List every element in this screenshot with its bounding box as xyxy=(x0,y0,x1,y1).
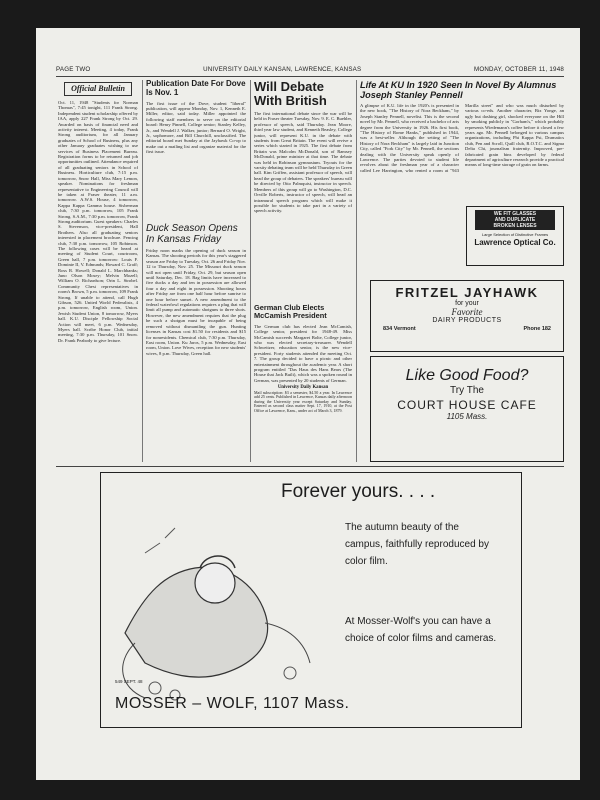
novel-body: A glimpse of K.U. life in the 1920's is presented in the new book, "The History of Nora Beckham," by Joseph Stanley Pennell, novelist. This is the second novel by Mr. Pennell, who received a bachelor of arts degree from the University in 1926. His first book, "The History of Rome Hanks," published in 1944, was a best-seller. Although the setting of "The History of Nora Beckham" is largely laid in Junction City, called "Fork City" by Mr. Pennell, the sections dealing with the University speak openly of Lawrence. The parties devoted to student life revolves about the freshman year of a character called Lee Harrington, who rented a room at "943 Marilla street" and who was much disturbed by various co-eds. Another character, Bix Yonge, an ugly but dashing girl, shocked everyone on the Hill by smoking publicly in "Gorham's," which probably represents Wiedemann's coffee before it closed a few years ago. Mr. Pennell belonged to various campus organizations, including Phi Kappa Psi, Dramatics club, Pen and Scroll, Quill club, R.O.T.C. and Sigma Delta Chi, journalism fraternity. Improved, pre-fabricated grain bins developed by federal department of agriculture research provide a practical means of long-time storage of grain on farms. xyxy=(360,103,564,173)
fritzel-address: 834 Vermont xyxy=(383,326,416,332)
mosser-wolf-ad xyxy=(100,472,522,728)
duck-story xyxy=(146,223,246,463)
dove-headline: Publication Date For Dove Is Nov. 1 xyxy=(146,80,246,97)
fritzel-favorite: Favorite xyxy=(451,307,483,317)
cafe-line1: Like Good Food? xyxy=(405,367,529,384)
optical-ad xyxy=(466,206,564,266)
column-divider xyxy=(142,80,143,462)
cafe-ad xyxy=(370,356,564,462)
german-body: The German club has elected Jean McCamish, College senior, president for 1948-49. Miss McCamish succeeds Margaret Bolte, College junior, who was elected secretary-treasurer. Wendell Schweitzer, education senior, is the new vice-president. Forty students attended the meeting Oct. 7. The group decided to have a picnic and other entertainment throughout the academic year. A short program entitled "Das Haus des Hans Bears (The House that Jack Built), which was a spoken round in German, was presented by 20 students of German. xyxy=(254,323,352,383)
cafe-line2: Try The xyxy=(450,385,484,396)
optical-line2: AND DUPLICATE xyxy=(494,217,536,223)
page-header xyxy=(56,64,564,74)
debate-body: The first international debate since the war will be held in Fraser theater Tuesday, Nov. 9. E. C. Buehler, professor of speech, said Thursday. Jean Moore, third year law student, and Kenneth Beasley, College junior, will represent K.U. in the debate with students from Great Britain. The event will revive a series which started in 1925. The first debate from Britain was Malcolm McDonald, son of Ramsey McDonald, prime minister at that time. The debate was held in Robinson gymnasium. Tryouts for the varsity debating team will be held Thursday in Green hall. Kim Griffen, assistant professor of speech, will head the group of debaters. The speakers' bureau will be directed by Otto Palmquist, instructor in speech. Members of this group will go to Washington, D.C. Orville Roberts, instructor of speech, will head an intramural speech program which will make it possible for students to take part in a variety of speech activity. xyxy=(254,111,352,214)
fritzel-products: DAIRY PRODUCTS xyxy=(432,317,502,324)
bulletin-body: Oct. 11, 1948 "Students for Norman Thomas", 7:45 tonight, 111 Frank Strong. Independent student scholarship offered by IAA, apply 227 Frank Strong by Oct. 29. Awarded on basis of financial need and activity interest. Meeting, 4 today, Frank Strong auditorium, for all January graduates of School of Business, plus any other January graduates wishing to use services of Business Placement Bureau. Registration forms to be returned and job opportunities outlined. Attendance required of all graduating seniors in School of Business. Horticulture club, 7:15 p.m. tomorrow, Snow Hall, Miss Mary Lemon, speaker. Nominations for freshman representative to Engineering Council will be taken at Fraser theater, 11 a.m. tomorrow. A.W.S. House, 4 tomorrow, Kappa Kappa Gamma house. Sisberman club, 7:30 p.m. tomorrow, 105 Frank Strong. S.A.M., 7:30 p.m. tomorrow, Frank Strong auditorium. Guest speakers: Charles S. Stevenson, vice-president, Hall Brothers. Also all graduating seniors interested in placement brochure. Fencing club, 7:30 p.m. tomorrow, 105 Robinson. The following cases will be heard at meeting of Student Court, courtroom, Green hall, 7 p.m. tomorrow: Louis F. Dominie II, V. Edmunds; Howard C. Graff; Ross R. Howell; Donald L. Marchbanks; Juno Olson Mosey; Melvin Mozell; William O. Richardson; Orin L. Strobel. Community Chest representatives in room's Brown, 5 p.m. tomorrow, 109 Frank Strong. If unable to attend, call Hugh Gibson, 526. United World Federalists, 4 p.m. tomorrow, English room, Union. Jewish Student Union, 8 tomorrow, Myers hall. K.U. Disciple Fellowship Social Action will meet, 6 p.m. Wednesday, Myers hall. Scribe Honor Club, initial meeting, 7:30 p.m. Thursday, 101 Snow. Dr. Frank Peabody to give lecture. xyxy=(58,100,138,343)
fritzel-name: FRITZEL JAYHAWK xyxy=(395,285,539,300)
fritzel-phone: Phone 182 xyxy=(523,326,551,332)
paper-name: UNIVERSITY DAILY KANSAN, LAWRENCE, KANSAS xyxy=(203,65,362,73)
page-number: PAGE TWO xyxy=(56,65,91,73)
optical-name: Lawrence Optical Co. xyxy=(474,238,556,247)
mosser-headline: Forever yours. . . . xyxy=(281,481,436,502)
masthead-body: Mail subscription: $3 a semester, $4.50 a year. In Lawrence add 25 cents. Published in Lawrence, Kansas daily afternoon during the University year except Saturday and Sunday. Entered as second class matter Sept. 17, 1910, at the Post Office at Lawrence, Kans., under act of March 3, 1879. xyxy=(254,389,352,414)
novel-headline: Life At KU In 1920 Seen In Novel By Alumnus Joseph Stanley Pennell xyxy=(360,80,557,100)
column-divider xyxy=(356,80,357,462)
debate-story xyxy=(254,80,352,300)
bulletin-title: Official Bulletin xyxy=(64,82,132,96)
german-headline: German Club Elects McCamish President xyxy=(254,304,327,321)
german-story xyxy=(254,304,352,464)
header-rule xyxy=(56,76,564,77)
duck-headline: Duck Season Opens In Kansas Friday xyxy=(146,223,238,245)
cafe-name: COURT HOUSE CAFE xyxy=(397,398,537,412)
masthead-title: University Daily Kansan xyxy=(277,385,329,391)
fritzel-ad xyxy=(370,280,564,352)
debate-headline: Will Debate With British xyxy=(254,80,327,108)
novel-story xyxy=(360,80,564,202)
cafe-address: 1105 Mass. xyxy=(446,412,488,421)
section-rule xyxy=(56,466,564,467)
duck-body: Friday noon marks the opening of duck season in Kansas. The shooting periods for this year's staggered season are Friday to Tuesday, Oct. 26 and Friday Nov. 12 to Thursday, Nov. 25. The Missouri duck season will not open until Friday, Oct. 29, but season open until Saturday, Dec. 18. Bag limits have increased to five ducks a day and ten in possession are allowed four a day and eight in possession. Shooting hours after Friday are from one half hour before sunrise to one hour before sunset. A new amendment to the federal waterfowl regulations requires a plug that will limit all pump and automatic shotguns to three shots. However, the new amendment requires that the plug be such a shotgun must be incapable of being removed without dismantling the gun. Hunting licenses in Kansas cost $1.50 for residents and $15 for nonresidents. Chemical club, 7:30 p.m. Thursday, East room, Union. Ku Jaros, 5 p.m. Wednesday, East room, Union. Love Wives, reception for new students' wives, 8 p.m. Thursday, Green hall. xyxy=(146,248,246,356)
column-divider xyxy=(250,80,251,462)
fritzel-for-your: for your xyxy=(455,300,479,307)
optical-line3: BROKEN LENSES xyxy=(493,223,537,229)
mosser-small-mark: 549 SEPT. 48 xyxy=(115,679,143,684)
bulletin-column xyxy=(58,80,138,460)
mosser-text2: At Mosser-Wolf's you can have a choice of color films and cameras. xyxy=(345,616,497,644)
page-date: MONDAY, OCTOBER 11, 1948 xyxy=(474,65,564,73)
dove-body: The first issue of the Dove, student "liberal" publication, will appear Monday, Nov. 1, Kenneth E. Miller, editor, said today. Miller appointed the following staff members to serve on the editorial board: Henry Pinnell, College senior; Stanley Kelley, Jr., and Wendell J. Walker, junior; Bernard O. Wright, Jr., sophomore, and Bill Churchill, unclassified. The editorial board met Sunday at the Jayhawk Co-op to make out a mailing list and organize material for the first issue. xyxy=(146,100,246,155)
mosser-text1: The autumn beauty of the campus, faithfully reproduced by color film. xyxy=(345,522,489,567)
mosser-footer: MOSSER – WOLF, 1107 Mass. xyxy=(115,695,350,712)
optical-line4: Large Selection of Distinctive Frames xyxy=(481,232,549,237)
optical-line1: WE FIT GLASSES xyxy=(493,211,537,217)
dove-story xyxy=(146,80,246,220)
